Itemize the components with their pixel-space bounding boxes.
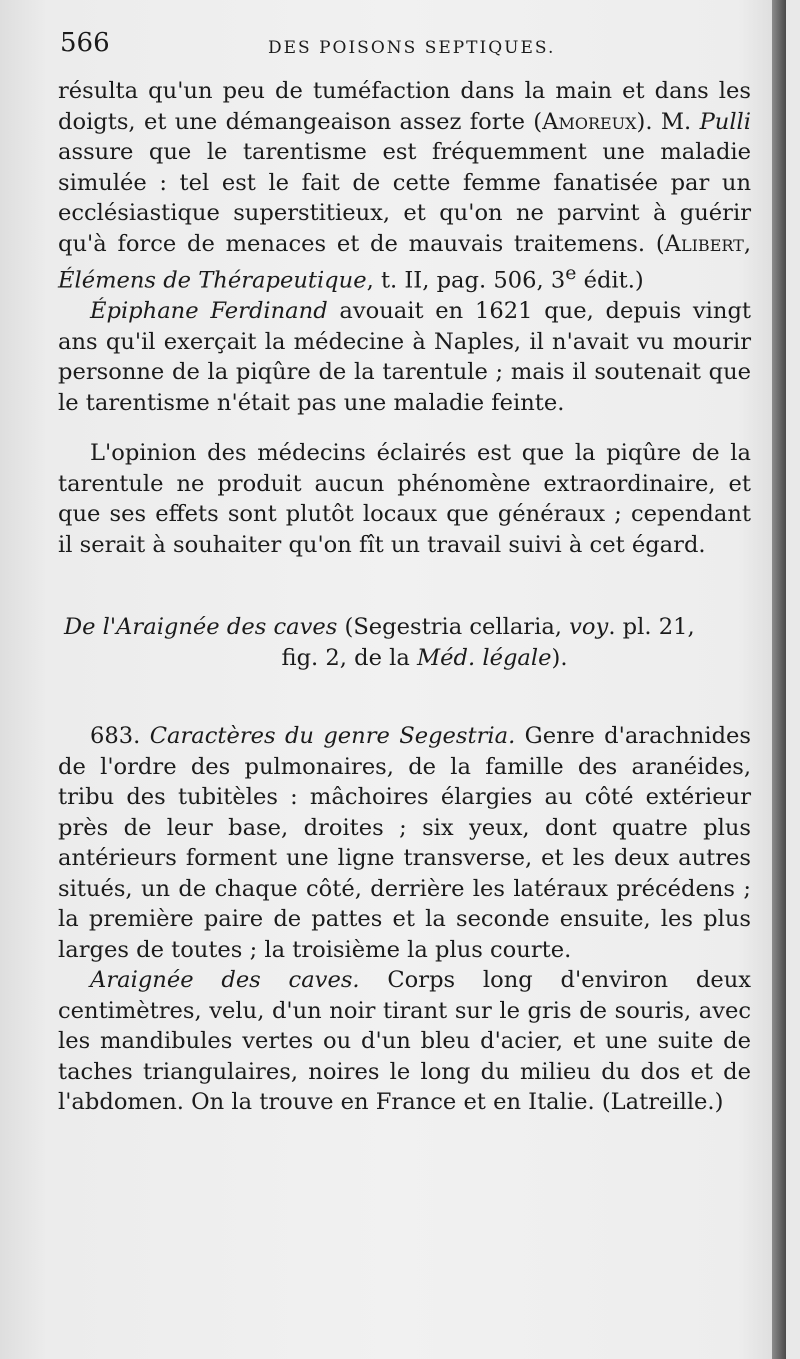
running-head: DES POISONS SEPTIQUES. [268,38,556,58]
paragraph-heading: Caractères du genre Segestria. [149,723,516,750]
book-title: Élémens de Thérapeutique [58,267,367,294]
page-number: 566 [60,28,110,58]
page-edge-shadow [772,0,786,1359]
paragraph-ferdinand: Épiphane Ferdinand avouait en 1621 que, depuis vingt ans qu'il exerçait la médecine à Naples, il n'avait vu mourir personne de la piqûre de la tarentule ; mais il soutenait que le tarentisme n'était pas une maladie feinte. [58,298,752,416]
paragraph-araignee: Araignée des caves. Corps long d'environ deux centimètres, velu, d'un noir tirant sur le gris de souris, avec les mandibules vertes ou d'un bleu d'acier, et une suite de taches triangulaires, noires le long du milieu du dos et de l'abdomen. On la trouve en France et en Italie. (Latreille.) [58,967,751,1116]
paragraph-heading: Araignée des caves. [90,967,360,994]
author-citation: Amoreux [542,108,637,135]
person-name: Pulli [699,108,751,135]
paragraph-continuation: résulta qu'un peu de tuméfaction dans la main et dans les doigts, et une démangeaison assez forte (Amoreux). M. Pulli assure que le tarentisme est fréquemment une maladie simulée : tel est le fait de cette femme fanatisée par un ecclésiastique superstitieux, et qu'on ne parvint à guérir qu'à force de menaces et de mauvais traitemens. (Alibert, Élémens de Thérapeutique, t. II, pag. 506, 3e édit.) [58,78,751,294]
paragraph-number: 683. [90,723,141,750]
paragraph-opinion: L'opinion des médecins éclairés est que la piqûre de la tarentule ne produit aucun phénomène extraordinaire, et que ses effets sont plutôt locaux que généraux ; cependant il serait à souhaiter qu'on fît un travail suivi à cet égard. [58,440,751,558]
section-title: De l'Araignée des caves (Segestria cellaria, voy. pl. 21, [64,614,695,641]
paragraph-683: 683. Caractères du genre Segestria. Genre d'arachnides de l'ordre des pulmonaires, de la famille des aranéides, tribu des tubitèles : mâchoires élargies au côté extérieur près de leur base, droites ; six yeux, dont quatre plus antérieurs forment une ligne transverse, et les deux autres situés, un de chaque côté, derrière les latéraux précédens ; la première paire de pattes et la seconde ensuite, les plus larges de toutes ; la troisième la plus courte. [58,723,751,963]
section-title-line-2: fig. 2, de la Méd. légale). [281,644,568,671]
author-citation: Alibert [664,230,744,257]
person-name: Épiphane Ferdinand [90,298,328,325]
page-header [60,28,760,68]
body-text [58,76,751,1118]
